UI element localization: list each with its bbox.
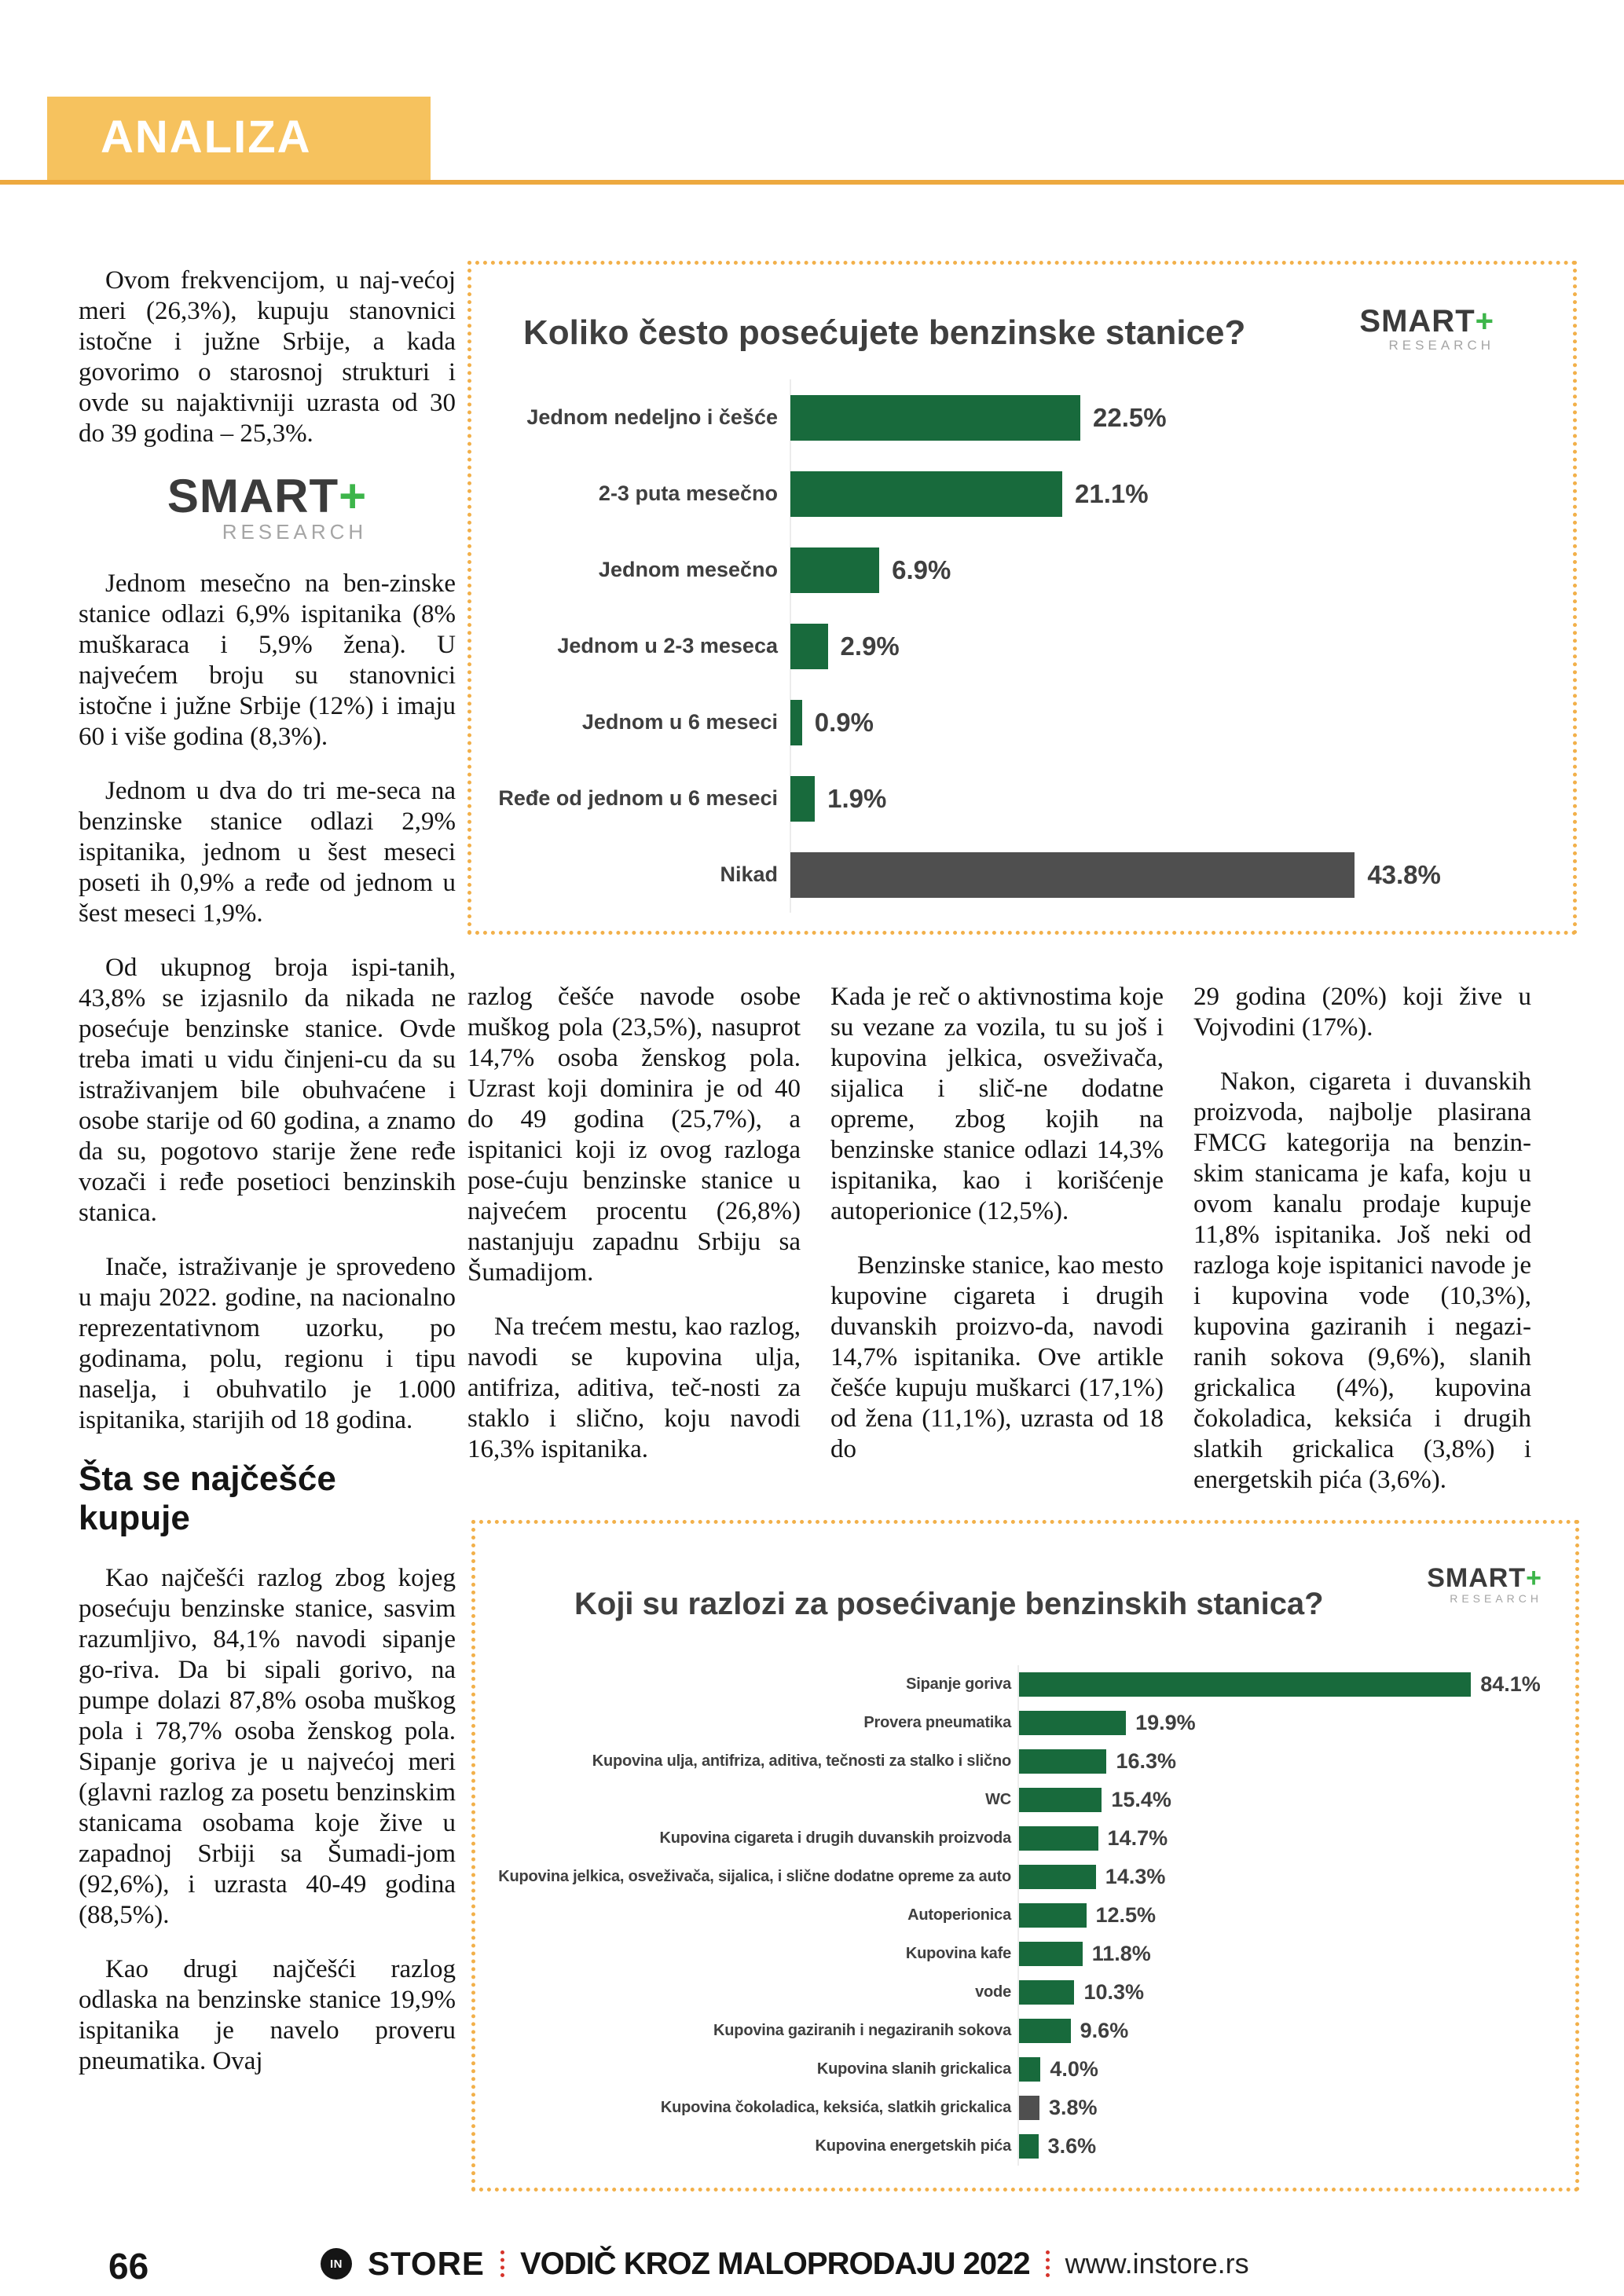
smart-logo-plus-icon: + — [1526, 1563, 1542, 1593]
chart-row — [475, 1742, 1575, 1781]
smart-logo-subtext: RESEARCH — [1388, 338, 1494, 353]
paragraph: Ovom frekvencijom, u naj-većoj meri (26,3%), kupuju stanovnici istočne i južne Srbije, a kada govorimo o starosnoj strukturi i ovde su najaktivniji uzrasta od 30 do 39 godina – 25,3%. — [79, 266, 456, 448]
chart-bar — [1019, 1942, 1083, 1966]
chart-category-label: Sipanje goriva — [906, 1675, 1011, 1693]
chart-value-label: 9.6% — [1080, 2019, 1129, 2042]
middle-text-column-1 — [467, 982, 801, 1489]
smart-logo-subtext: RESEARCH — [222, 520, 368, 544]
chart-value-label: 11.8% — [1091, 1942, 1151, 1965]
paragraph: Nakon, cigareta i duvanskih proizvoda, najbolje plasirana FMCG kategorija na benzin-skim stanicama je kafa, koju u ovom kanalu prodaje kupuje 11,8% ispitanika. Još neki od razloga koje ispitanici navode je i kupovina vode (10,3%), kupovina gaziranih i negazi-ranih sokova (9,6%), slanih grickalica (4%), kupovina čokoladica, keksića i drugih slatkih grickalica (3,8%) i energetskih pića (3,6%). — [1193, 1067, 1531, 1494]
section-header-banner — [47, 97, 431, 180]
section-title: ANALIZA — [101, 112, 312, 163]
chart-bar — [1019, 1749, 1106, 1774]
chart-row — [475, 2089, 1575, 2127]
smart-logo-text: SMART — [1359, 304, 1476, 339]
chart-bar — [1019, 1865, 1096, 1889]
smart-logo-subtext: RESEARCH — [1450, 1592, 1542, 1605]
chart-row — [471, 532, 1573, 608]
footer-separator-icon — [1046, 2250, 1050, 2277]
chart-bar — [1019, 2096, 1039, 2120]
chart-category-label: Kupovina energetskih pića — [815, 2137, 1011, 2155]
chart-row — [475, 1704, 1575, 1742]
chart-row — [475, 1819, 1575, 1858]
chart-value-label: 12.5% — [1095, 1903, 1157, 1927]
chart-row — [475, 1896, 1575, 1935]
left-text-column — [79, 265, 456, 2100]
paragraph: Kada je reč o aktivnostima koje su vezane za vozila, tu su još i kupovina jelkica, osveživača, sijalica i slič-ne dodatne opreme, zbog kojih na benzinske stanice odlazi 14,3% ispitanika, kao i korišćenje autoperionice (12,5%). — [830, 983, 1164, 1225]
chart-value-label: 2.9% — [840, 631, 900, 661]
chart-category-label: Kupovina čokoladica, keksića, slatkih grickalica — [660, 2099, 1011, 2116]
footer-website-link[interactable]: www.instore.rs — [1065, 2247, 1249, 2280]
chart-row — [471, 760, 1573, 837]
chart-category-label: WC — [985, 1791, 1011, 1808]
chart-category-label: 2-3 puta mesečno — [598, 482, 778, 505]
chart-bar — [1019, 2134, 1039, 2159]
smart-logo-plus-icon: + — [1475, 304, 1494, 339]
chart-title: Koliko često posećujete benzinske stanice? — [523, 313, 1246, 352]
chart-bar — [1019, 1903, 1087, 1928]
chart-row — [475, 1858, 1575, 1896]
chart-value-label: 14.7% — [1107, 1826, 1168, 1850]
paragraph: Od ukupnog broja ispi-tanih, 43,8% se izjasnilo da nikada ne posećuje benzinske stanice. Ovde treba imati u vidu činjeni-cu da su istraživanjem bile obuhvaćene i osobe starije od 60 godina, a znamo da su, pogotovo starije žene ređe vozači i ređe posetioci benzinskih stanica. — [79, 954, 456, 1227]
chart-bar — [790, 700, 802, 745]
chart-row — [475, 1935, 1575, 1973]
middle-text-column-2 — [830, 982, 1164, 1489]
chart-bar — [790, 624, 828, 669]
chart-value-label: 4.0% — [1050, 2057, 1098, 2081]
chart-bar — [1019, 1788, 1102, 1812]
store-logo-text: STORE — [368, 2245, 485, 2282]
chart-category-label: Kupovina jelkica, osveživača, sijalica, i slične dodatne opreme za auto — [498, 1868, 1011, 1885]
header-rule — [0, 180, 1624, 185]
chart-category-label: Kupovina cigareta i drugih duvanskih proizvoda — [659, 1829, 1011, 1847]
chart-row — [471, 456, 1573, 532]
chart-title: Koji su razlozi za posećivanje benzinskih stanica? — [574, 1587, 1324, 1621]
chart-value-label: 3.6% — [1047, 2134, 1097, 2158]
chart-row — [475, 1781, 1575, 1819]
footer-guide-title: VODIČ KROZ MALOPRODAJU 2022 — [519, 2246, 1030, 2281]
smart-research-logo — [1427, 1565, 1542, 1604]
middle-text-column-3 — [1193, 982, 1531, 1519]
chart-value-label: 43.8% — [1367, 859, 1441, 889]
chart-category-label: Jednom mesečno — [598, 558, 778, 581]
subheading: Šta se najčešće kupuje — [79, 1459, 336, 1537]
chart-bar — [790, 395, 1080, 441]
chart-row — [475, 2127, 1575, 2166]
chart-bar — [790, 776, 815, 822]
chart-bar — [1019, 1672, 1471, 1697]
chart-value-label: 21.1% — [1075, 478, 1149, 508]
chart-row — [471, 837, 1573, 913]
chart-value-label: 16.3% — [1116, 1749, 1177, 1773]
chart-category-label: Autoperionica — [907, 1906, 1011, 1924]
chart-value-label: 22.5% — [1093, 402, 1167, 432]
chart-value-label: 19.9% — [1135, 1711, 1196, 1734]
chart-row — [471, 608, 1573, 684]
chart-category-label: Provera pneumatika — [863, 1714, 1011, 1731]
paragraph: Na trećem mestu, kao razlog, navodi se kupovina ulja, antifriza, aditiva, teč-nosti za staklo i slično, koju navodi 16,3% ispitanika. — [467, 1313, 801, 1463]
chart-row — [475, 1973, 1575, 2012]
chart-value-label: 15.4% — [1111, 1788, 1171, 1811]
chart-bar — [790, 852, 1355, 898]
chart-bar — [1019, 1711, 1126, 1735]
smart-logo-text: SMART — [1427, 1563, 1527, 1593]
chart-category-label: Kupovina gaziranih i negaziranih sokova — [713, 2022, 1011, 2039]
page-number: 66 — [108, 2246, 149, 2287]
chart-category-label: vode — [975, 1983, 1011, 2001]
smart-research-logo — [167, 470, 368, 544]
chart-bar — [790, 471, 1062, 517]
chart-bars-area — [475, 1665, 1575, 2166]
chart-category-label: Ređe od jednom u 6 meseci — [498, 786, 778, 810]
chart-category-label: Kupovina kafe — [905, 1945, 1011, 1962]
chart-bar — [1019, 1980, 1074, 2005]
chart-category-label: Kupovina slanih grickalica — [816, 2060, 1011, 2078]
chart-category-label: Jednom u 6 meseci — [581, 710, 778, 734]
paragraph: 29 godina (20%) koji žive u Vojvodini (17%). — [1193, 983, 1531, 1042]
chart-value-label: 3.8% — [1048, 2096, 1098, 2119]
paragraph: Kao drugi najčešći razlog odlaska na benzinske stanice 19,9% ispitanika je navelo proveru pneumatika. Ovaj — [79, 1955, 456, 2075]
paragraph: razlog češće navode osobe muškog pola (23,5%), nasuprot 14,7% osoba ženskog pola. Uzrast koji dominira je od 40 do 49 godina (25,7%), a ispitanici koji iz ovog razloga pose-ćuju benzinske stanice u najvećem procentu (26,8%) nastanjuju zapadnu Srbiju sa Šumadijom. — [467, 983, 801, 1287]
chart-row — [475, 1665, 1575, 1704]
smart-research-logo — [1359, 306, 1494, 352]
paragraph: Benzinske stanice, kao mesto kupovine cigareta i drugih duvanskih proizvo-da, navodi 14,7% ispitanika. Ove artikle češće kupuju muškarci (17,1%) od žena (11,1%), uzrasta od 18 do — [830, 1251, 1164, 1463]
chart-bar — [1019, 2019, 1071, 2043]
smart-logo-plus-icon: + — [339, 470, 368, 522]
chart-visit-frequency — [467, 261, 1577, 935]
footer-separator-icon — [500, 2250, 504, 2277]
chart-category-label: Jednom nedeljno i češće — [526, 405, 778, 429]
instore-circle-logo: IN — [321, 2248, 352, 2280]
chart-value-label: 10.3% — [1083, 1980, 1144, 2004]
chart-value-label: 84.1% — [1480, 1672, 1541, 1696]
chart-value-label: 0.9% — [814, 707, 874, 737]
paragraph: Jednom mesečno na ben-zinske stanice odlazi 6,9% ispitanika (8% muškaraca i 5,9% žena). U najvećem broju su stanovnici istočne i južne Srbije (12%) i imaju 60 i više godina (8,3%). — [79, 569, 456, 751]
chart-category-label: Nikad — [720, 862, 778, 886]
chart-row — [471, 684, 1573, 760]
chart-visit-reasons — [471, 1520, 1579, 2192]
chart-category-label: Jednom u 2-3 meseca — [557, 634, 778, 657]
chart-bar — [1019, 2057, 1040, 2082]
chart-row — [475, 2050, 1575, 2089]
smart-logo-text: SMART — [167, 470, 339, 522]
chart-value-label: 14.3% — [1105, 1865, 1166, 1888]
paragraph: Kao najčešći razlog zbog kojeg posećuju benzinske stanice, sasvim razumljivo, 84,1% navodi sipanje go-riva. Da bi sipali gorivo, na pumpe dolazi 87,8% osoba muškog pola i 78,7% osoba ženskog pola. Sipanje goriva je u najvećoj meri (glavni razlog za posetu benzinskim stanicama osobama koje žive u zapadnoj Srbiji sa Šumadi-jom (92,6%), i uzrasta 40-49 godina (88,5%). — [79, 1564, 456, 1929]
chart-category-label: Kupovina ulja, antifriza, aditiva, tečnosti za stalko i slično — [592, 1752, 1011, 1770]
footer — [321, 2245, 1249, 2283]
chart-row — [471, 379, 1573, 456]
chart-value-label: 6.9% — [892, 555, 951, 584]
chart-bar — [790, 547, 879, 593]
chart-row — [475, 2012, 1575, 2050]
paragraph: Inače, istraživanje je sprovedeno u maju 2022. godine, na nacionalno reprezentativnom uzorku, po godinama, polu, regionu i tipu naselja, i obuhvatilo je 1.000 ispitanika, starijih od 18 godina. — [79, 1253, 456, 1434]
chart-bar — [1019, 1826, 1098, 1851]
paragraph: Jednom u dva do tri me-seca na benzinske stanice odlazi 2,9% ispitanika, jednom u šest meseci poseti ih 0,9% a ređe od jednom u šest meseci 1,9%. — [79, 777, 456, 928]
chart-value-label: 1.9% — [827, 783, 887, 813]
chart-bars-area — [471, 379, 1573, 913]
